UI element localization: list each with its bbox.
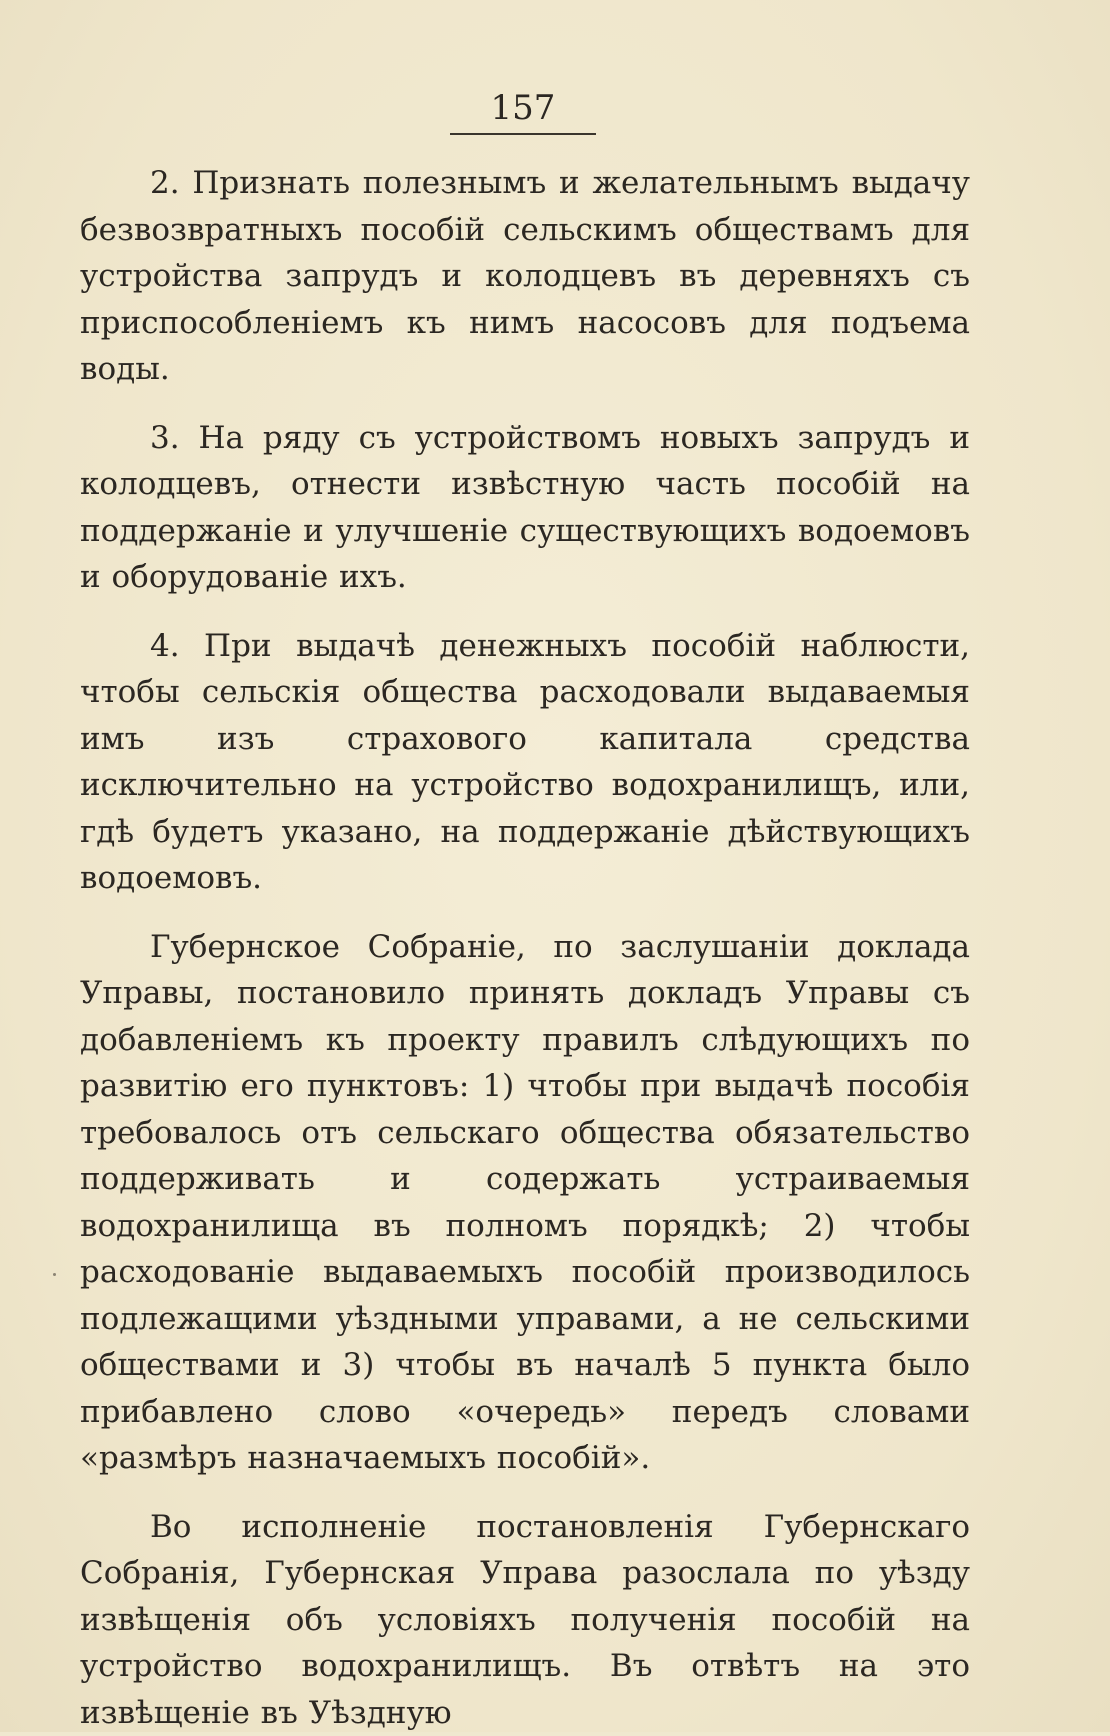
paragraph-gap <box>80 393 970 415</box>
paragraph-assembly-resolution: Губернское Собраніе, по заслушаніи доклада Управы, постановило принять докладъ Управы съ добавленіемъ къ проекту правилъ слѣдующихъ по развитію его пунктовъ: 1) чтобы при выдачѣ пособія требовалось отъ сельскаго общества обязательство поддерживать и содержать устраиваемыя водохранилища въ полномъ порядкѣ; 2) чтобы расходованіе выдаваемыхъ пособій производилось подлежащими уѣздными управами, а не сельскими обществами и 3) чтобы въ началѣ 5 пункта было прибавлено слово «очередь» передъ словами «размѣръ назначаемыхъ пособій». <box>80 924 970 1482</box>
paragraph-gap <box>80 902 970 924</box>
margin-speck <box>53 1273 56 1276</box>
page-number: 157 <box>450 88 596 128</box>
paragraph-gap <box>80 1482 970 1504</box>
body-text <box>80 160 970 1736</box>
paragraph-execution: Во исполненіе постановленія Губернскаго Собранія, Губернская Управа разослала по уѣзду извѣщенія объ условіяхъ полученія пособій на устройство водохранилищъ. Въ отвѣтъ на это извѣщеніе въ Уѣздную <box>80 1504 970 1736</box>
paragraph-item-2: 2. Признать полезнымъ и желательнымъ выдачу безвозвратныхъ пособій сельскимъ обществамъ для устройства запрудъ и колодцевъ въ деревняхъ съ приспособленіемъ къ нимъ насосовъ для подъема воды. <box>80 160 970 393</box>
paragraph-gap <box>80 601 970 623</box>
paragraph-item-4: 4. При выдачѣ денежныхъ пособій наблюсти, чтобы сельскія общества расходовали выдаваемыя имъ изъ страхового капитала средства исключительно на устройство водохранилищъ, или, гдѣ будетъ указано, на поддержаніе дѣйствующихъ водоемовъ. <box>80 623 970 902</box>
paragraph-item-3: 3. На ряду съ устройствомъ новыхъ запрудъ и колодцевъ, отнести извѣстную часть пособій на поддержаніе и улучшеніе существующихъ водоемовъ и оборудованіе ихъ. <box>80 415 970 601</box>
page-number-rule <box>450 133 596 135</box>
